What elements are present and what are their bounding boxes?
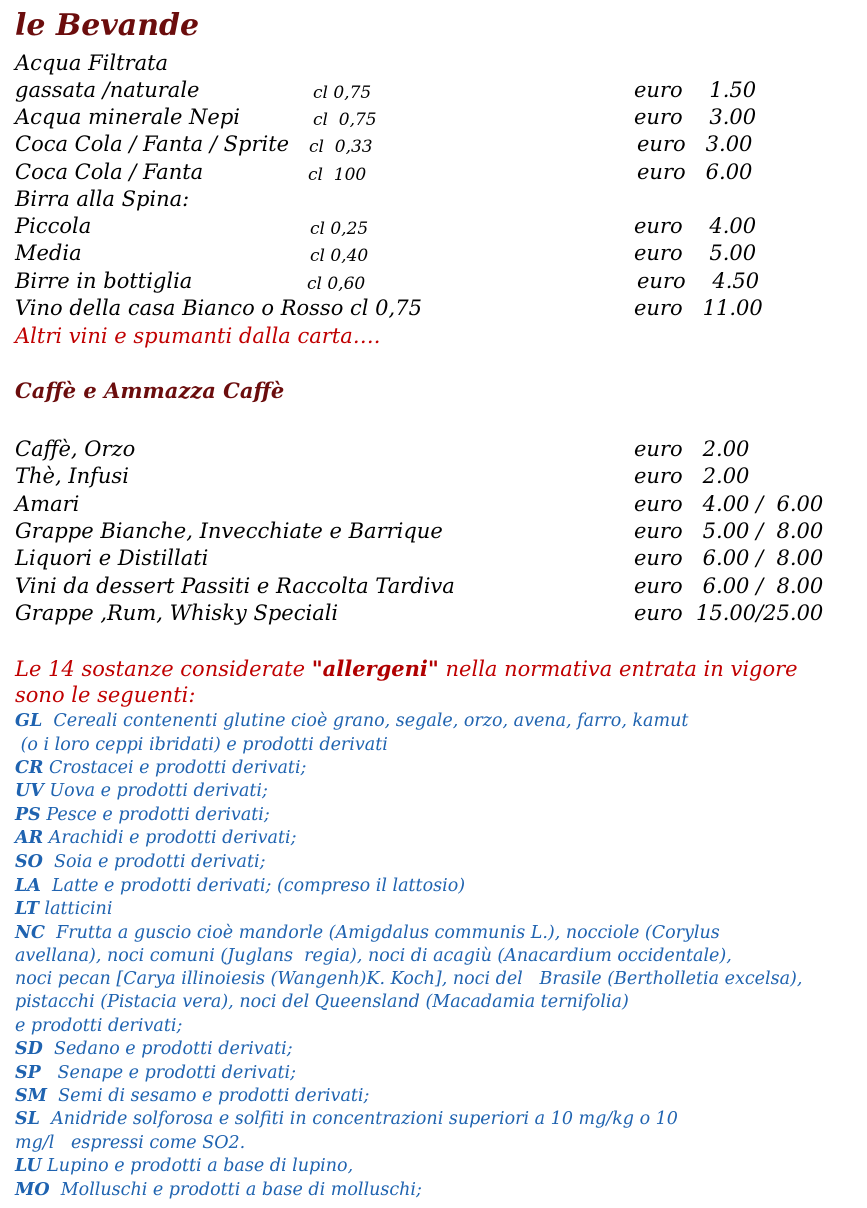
drink-name: Birre in bottiglia xyxy=(15,269,193,293)
allergen-code: SD xyxy=(15,1039,43,1059)
allergen-line xyxy=(15,852,266,872)
allergen-code: UV xyxy=(15,781,44,801)
allergen-description: latticini xyxy=(38,899,113,919)
allergen-code: PS xyxy=(15,805,41,825)
allergen-line xyxy=(15,923,720,943)
drink-name: Acqua minerale Nepi xyxy=(15,105,241,129)
drink-price: euro 3.00 xyxy=(637,132,753,156)
allergen-description: pistacchi (Pistacia vera), noci del Queensland (Macadamia ternifolia) xyxy=(15,992,629,1012)
allergen-description: Lupino e prodotti a base di lupino, xyxy=(41,1156,354,1176)
allergen-line xyxy=(15,899,112,919)
allergen-line xyxy=(15,969,802,989)
allergen-description: Cereali contenenti glutine cioè grano, segale, orzo, avena, farro, kamut xyxy=(42,711,689,731)
drink-volume: cl 0,25 xyxy=(310,219,369,239)
allergen-description: Pesce e prodotti derivati; xyxy=(40,805,270,825)
allergen-line xyxy=(15,735,388,755)
allergen-code: SO xyxy=(15,852,43,872)
allergen-intro xyxy=(15,656,798,681)
allergen-line xyxy=(15,1109,678,1129)
drink-name: Vino della casa Bianco o Rosso cl 0,75 xyxy=(15,296,422,320)
allergen-line xyxy=(15,1133,245,1153)
allergen-line xyxy=(15,828,297,848)
allergen-code: SM xyxy=(15,1086,48,1106)
allergen-code: MO xyxy=(15,1180,50,1200)
allergen-intro-line2: sono le seguenti: xyxy=(15,683,196,707)
allergen-code: SP xyxy=(15,1063,41,1083)
allergen-line xyxy=(15,1016,182,1036)
allergen-description: Frutta a guscio cioè mandorle (Amigdalus communis L.), nocciole (Corylus xyxy=(44,923,720,943)
coffee-item-price: euro 5.00 / 8.00 xyxy=(634,519,824,543)
allergen-code: NC xyxy=(15,923,45,943)
drink-name: Piccola xyxy=(15,214,92,238)
allergen-description: Latte e prodotti derivati; (compreso il lattosio) xyxy=(40,876,466,896)
drink-price: euro 1.50 xyxy=(634,78,757,102)
drink-price: euro 5.00 xyxy=(634,241,757,265)
allergen-line xyxy=(15,758,306,778)
allergen-line xyxy=(15,781,268,801)
coffee-item-price: euro 6.00 / 8.00 xyxy=(634,546,824,570)
allergen-description: Uova e prodotti derivati; xyxy=(43,781,268,801)
drink-volume: cl 0,75 xyxy=(313,110,377,130)
drink-name: Coca Cola / Fanta xyxy=(15,160,204,184)
allergen-code: CR xyxy=(15,758,44,778)
allergen-line xyxy=(15,946,732,966)
allergen-line xyxy=(15,711,688,731)
allergen-line xyxy=(15,992,629,1012)
page-title: le Bevande xyxy=(15,8,200,43)
coffee-item-name: Liquori e Distillati xyxy=(15,546,209,570)
coffee-item-price: euro 2.00 xyxy=(634,437,750,461)
allergen-intro-text: Le 14 sostanze considerate xyxy=(15,657,312,681)
drink-name: gassata /naturale xyxy=(15,78,200,102)
drink-price: euro 11.00 xyxy=(634,296,763,320)
allergen-line xyxy=(15,1063,296,1083)
coffee-item-name: Caffè, Orzo xyxy=(15,437,136,461)
coffee-section-title: Caffè e Ammazza Caffè xyxy=(15,378,285,403)
coffee-item-name: Amari xyxy=(15,492,80,516)
allergen-line xyxy=(15,1039,293,1059)
drink-volume: cl 0,75 xyxy=(313,83,372,103)
drink-price: euro 3.00 xyxy=(634,105,757,129)
allergen-description: Sedano e prodotti derivati; xyxy=(42,1039,293,1059)
allergen-line xyxy=(15,1156,353,1176)
allergen-description: mg/l espressi come SO2. xyxy=(15,1133,246,1153)
allergen-line xyxy=(15,876,465,896)
allergen-line xyxy=(15,1180,422,1200)
allergen-description: Crostacei e prodotti derivati; xyxy=(43,758,307,778)
allergen-description: Anidride solforosa e solfiti in concentrazioni superiori a 10 mg/kg o 10 xyxy=(39,1109,678,1129)
allergen-code: AR xyxy=(15,828,44,848)
allergen-line xyxy=(15,1086,369,1106)
allergen-line xyxy=(15,805,270,825)
drink-price: euro 4.50 xyxy=(637,269,760,293)
drink-price: euro 4.00 xyxy=(634,214,757,238)
drink-name: Birra alla Spina: xyxy=(15,187,190,211)
drink-volume: cl 0,40 xyxy=(310,246,369,266)
drink-name: Acqua Filtrata xyxy=(15,51,169,75)
allergen-description: avellana), noci comuni (Juglans regia), noci di acagiù (Anacardium occidentale), xyxy=(15,946,732,966)
drink-volume: cl 100 xyxy=(308,165,367,185)
coffee-item-price: euro 2.00 xyxy=(634,464,750,488)
allergen-description: Arachidi e prodotti derivati; xyxy=(43,828,297,848)
allergen-code: SL xyxy=(15,1109,40,1129)
coffee-item-price: euro 6.00 / 8.00 xyxy=(634,574,824,598)
drink-name: Coca Cola / Fanta / Sprite xyxy=(15,132,290,156)
allergen-description: Senape e prodotti derivati; xyxy=(40,1063,297,1083)
more-wines-note: Altri vini e spumanti dalla carta…. xyxy=(15,324,381,348)
allergen-code: GL xyxy=(15,711,43,731)
allergen-code: LU xyxy=(15,1156,42,1176)
drink-volume: cl 0,60 xyxy=(307,274,366,294)
allergen-code: LT xyxy=(15,899,39,919)
coffee-item-name: Grappe Bianche, Invecchiate e Barrique xyxy=(15,519,443,543)
allergen-description: noci pecan [Carya illinoiesis (Wangenh)K. Koch], noci del Brasile (Bertholletia excelsa), xyxy=(15,969,803,989)
allergen-intro-keyword: "allergeni" xyxy=(311,656,439,681)
coffee-item-price: euro 15.00/25.00 xyxy=(634,601,824,625)
allergen-description: Soia e prodotti derivati; xyxy=(42,852,266,872)
coffee-item-name: Grappe ,Rum, Whisky Speciali xyxy=(15,601,339,625)
allergen-description: Molluschi e prodotti a base di molluschi; xyxy=(49,1180,422,1200)
coffee-item-price: euro 4.00 / 6.00 xyxy=(634,492,824,516)
allergen-description: Semi di sesamo e prodotti derivati; xyxy=(47,1086,370,1106)
coffee-item-name: Vini da dessert Passiti e Raccolta Tardiva xyxy=(15,574,455,598)
drink-name: Media xyxy=(15,241,82,265)
drink-volume: cl 0,33 xyxy=(309,137,373,157)
coffee-item-name: Thè, Infusi xyxy=(15,464,129,488)
allergen-description: e prodotti derivati; xyxy=(15,1016,183,1036)
drink-price: euro 6.00 xyxy=(637,160,753,184)
allergen-intro-text: nella normativa entrata in vigore xyxy=(438,657,798,681)
allergen-code: LA xyxy=(15,876,41,896)
allergen-description: (o i loro ceppi ibridati) e prodotti derivati xyxy=(15,735,388,755)
